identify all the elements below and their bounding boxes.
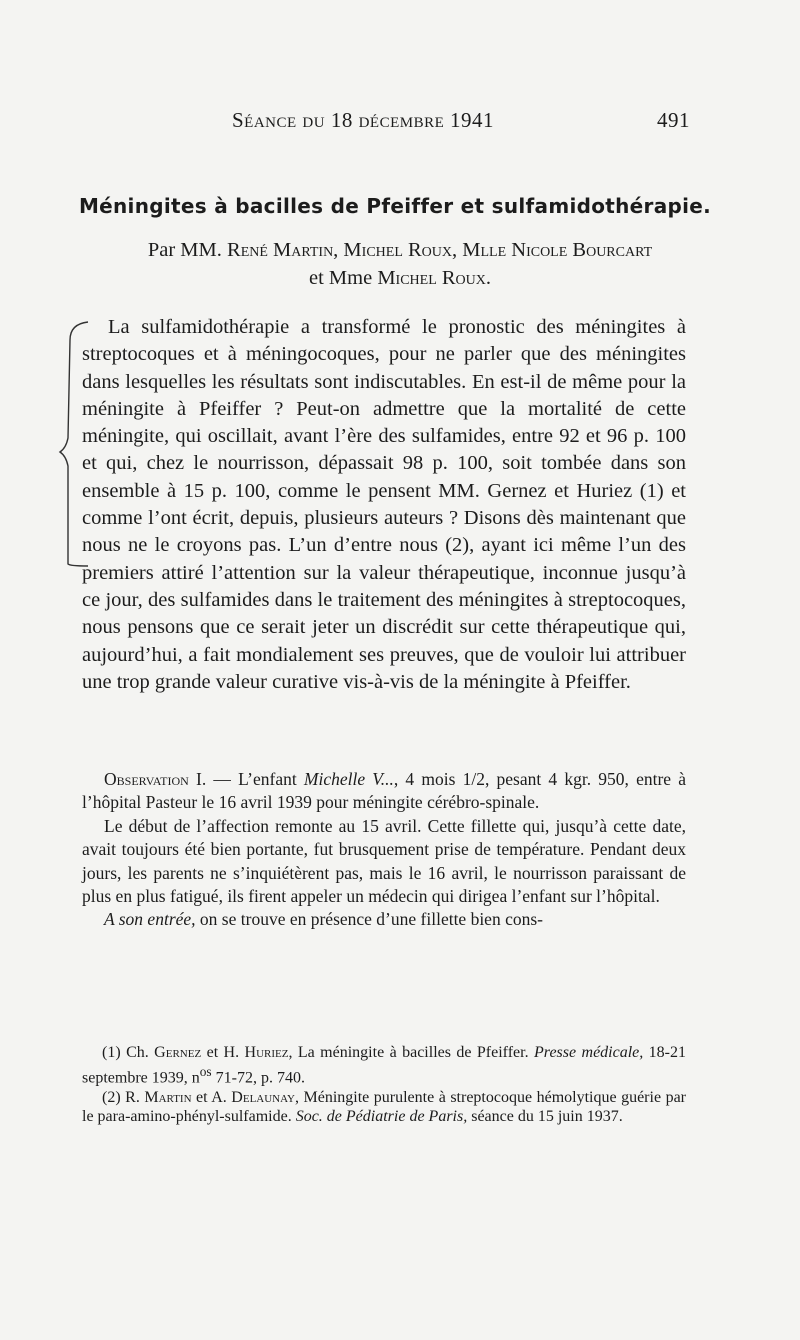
running-header-title: Séance du 18 décembre 1941 xyxy=(232,108,495,132)
footnote-2-text: Méningite purulente à streptocoque hémolytique guérie par le para-amino-phényl-sulfamide. xyxy=(82,1088,687,1126)
author-names: René Martin, Michel Roux, Mlle Nicole Bourcart xyxy=(227,239,653,261)
author-line-2 xyxy=(60,264,740,292)
observation-heading: Observation I. xyxy=(104,769,207,789)
footnote-1-text: La méningite à bacilles de Pfeiffer. xyxy=(292,1044,529,1061)
footnote-2-author-1: Martin xyxy=(144,1088,192,1106)
footnote-2-journal: Soc. de Pédiatrie de Paris, xyxy=(295,1108,468,1126)
page-number: 491 xyxy=(657,108,690,132)
footnote-1 xyxy=(82,1043,686,1088)
footnote-2-number: (2) R. xyxy=(102,1088,140,1106)
observation-dash: — L’enfant xyxy=(206,769,304,789)
observation-paragraph-1 xyxy=(82,768,686,815)
observation-p3-lead: A son entrée, xyxy=(104,909,196,930)
observation-p1-rest: , 4 mois 1/2, pesant 4 kgr. 950, entre à l’hôpital Pasteur le 16 avril 1939 pour méningite cérébro-spinale. xyxy=(82,769,686,813)
intro-paragraph xyxy=(82,314,686,696)
authors-prefix: Par MM. xyxy=(147,239,222,261)
footnote-1-number: (1) Ch. xyxy=(102,1044,149,1061)
footnote-2 xyxy=(82,1088,686,1127)
footnote-2-mid: et A. xyxy=(191,1088,232,1106)
footnote-2-tail: séance du 15 juin 1937. xyxy=(467,1108,623,1126)
footnote-1-ref-a: 18-21 septembre 1939, n xyxy=(82,1044,687,1087)
observation-section xyxy=(82,768,686,932)
footnote-2-author-2: Delaunay, xyxy=(231,1088,299,1106)
footnote-1-ref-b: 71-72, p. 740. xyxy=(211,1069,305,1087)
intro-paragraph-text: La sulfamidothérapie a transformé le pronostic des méningites à streptocoques et à méningocoques, pour ne parler que des méningites dans lesquelles les résultats sont indiscutables. En est-il de même pour la méningite à Pfeiffer ? Peut-on admettre que la mortalité de cette méningite, qui oscillait, avant l’ère des sulfamides, entre 92 et 96 p. 100 et qui, chez le nourrisson, dépassait 98 p. 100, soit tombée dans son ensemble à 15 p. 100, comme le pensent MM. Gernez et Huriez (1) et comme l’ont écrit, depuis, plusieurs auteurs ? Disons dès maintenant que nous ne le croyons pas. L’un d’entre nous (2), ayant ici même l’un des premiers attiré l’attention sur la valeur thérapeutique, inconnue jusqu’à ce jour, des sulfamides dans le traitement des méningites à streptocoques, nous pensons que ce serait jeter un discrédit sur cette thérapeutique qui, aujourd’hui, a fait mondialement ses preuves, que de vouloir lui attribuer une trop grande valeur curative vis-à-vis de la méningite à Pfeiffer. xyxy=(82,316,686,693)
observation-paragraph-3 xyxy=(82,908,686,931)
footnotes xyxy=(82,1043,686,1127)
author-names-2: Michel Roux. xyxy=(377,267,492,289)
authors-prefix-2: et Mme xyxy=(308,267,373,289)
footnote-1-journal: Presse médicale, xyxy=(534,1044,644,1061)
footnote-1-ref-sup: os xyxy=(199,1064,212,1080)
observation-p3-rest: on se trouve en présence d’une fillette bien cons- xyxy=(195,909,543,930)
observation-paragraph-2: Le début de l’affection remonte au 15 avril. Cette fillette qui, jusqu’à cette date, avait toujours été bien portante, fut brusquement prise de température. Pendant deux jours, les parents ne s’inquiétèrent pas, mais le 16 avril, le nourrisson paraissant de plus en plus fatigué, ils firent appeler un médecin qui dirigea l’enfant sur l’hôpital. xyxy=(82,815,686,907)
footnote-1-mid: et H. xyxy=(201,1044,245,1061)
article-title: Méningites à bacilles de Pfeiffer et sulfamidothérapie. xyxy=(78,194,712,218)
footnote-1-author-1: Gernez xyxy=(154,1044,202,1061)
patient-name: Michelle V... xyxy=(303,769,394,789)
author-block xyxy=(60,236,740,292)
author-line-1 xyxy=(60,236,740,264)
footnote-1-author-2: Huriez, xyxy=(244,1044,293,1061)
